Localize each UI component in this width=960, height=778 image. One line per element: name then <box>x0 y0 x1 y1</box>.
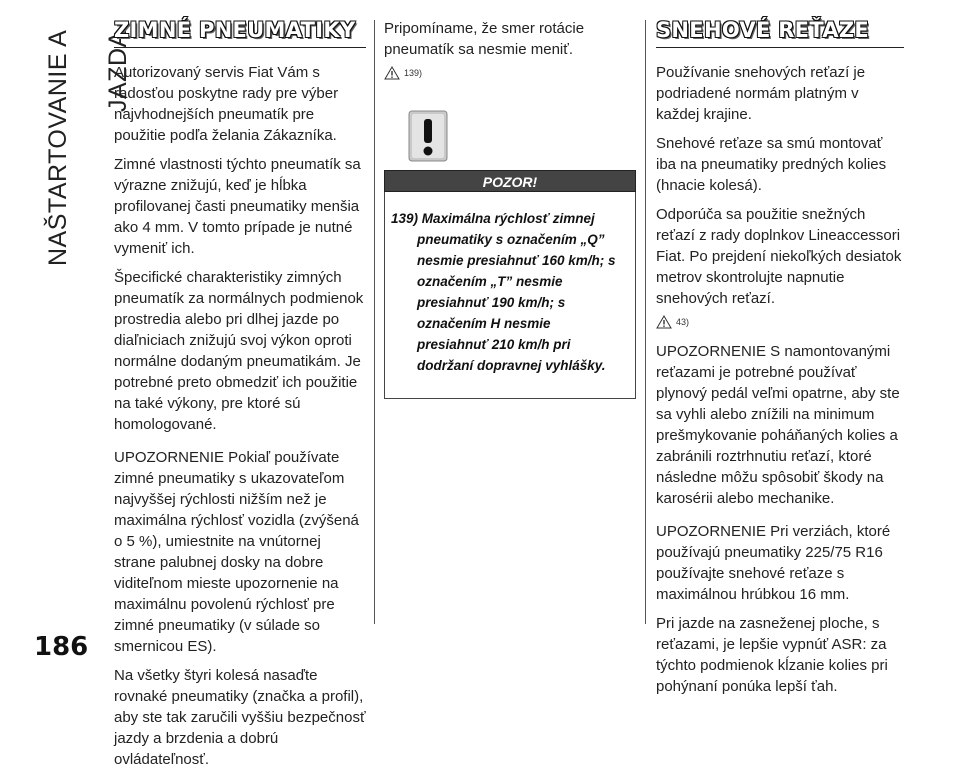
reference-number: 139) <box>404 67 423 78</box>
column-snow-chains <box>656 18 906 705</box>
warning-reference <box>384 64 636 82</box>
column-divider <box>645 20 646 624</box>
section-heading-winter-tyres: ZIMNÉ PNEUMATIKY <box>114 20 366 48</box>
warning-text: 139) Maximálna rýchlosť zimnej pneumatiky s označením „Q” nesmie presiahnuť 160 km/h; s označením „T” nesmie presiahnuť 190 km/h; s označením H nesmie presiahnuť 210 km/h pri dodržaní dopravnej vyhlášky. <box>391 211 616 373</box>
paragraph: Na všetky štyri kolesá nasaďte rovnaké pneumatiky (značka a profil), aby ste tak zaručili vyššiu bezpečnosť jazdy a brzdenia a dobrú ovládateľnosť. <box>114 667 366 768</box>
paragraph: Odporúča sa použitie snežných reťazí z rady doplnkov Lineaccessori Fiat. Po prejdení niekoľkých desiatok metrov skontrolujte napnutie snehových reťazí. <box>656 206 902 307</box>
warning-sign-icon <box>408 110 448 162</box>
warning-triangle-icon <box>384 66 400 80</box>
paragraph: Snehové reťaze sa smú montovať iba na pneumatiky predných kolies (hnacie kolesá). <box>656 135 887 194</box>
section-heading-snow-chains: SNEHOVÉ REŤAZE <box>656 20 904 48</box>
paragraph: Pripomíname, že smer rotácie pneumatík sa nesmie meniť. <box>384 20 585 58</box>
paragraph: Špecifické charakteristiky zimných pneumatík za normálnych podmienok prostredia alebo pri dlhej jazde po diaľniciach znižujú svoj výkon oproti normálne dodaným pneumatikám. Je potrebné preto obmedziť ich použitie na také výkony, pre ktoré sú homologované. <box>114 269 364 433</box>
notice-paragraph: UPOZORNENIE Pri verziách, ktoré používajú pneumatiky 225/75 R16 používajte snehové reťaze s maximálnou hrúbkou 16 mm. <box>656 523 891 603</box>
column-winter-tyres <box>114 18 366 778</box>
warning-label-bar: POZOR! <box>384 170 636 192</box>
paragraph: Zimné vlastnosti týchto pneumatík sa výrazne znižujú, keď je hĺbka profilovanej časti pneumatiky menšia ako 4 mm. V tomto prípade je nutné vymeniť ich. <box>114 156 361 257</box>
column-warning <box>384 18 636 399</box>
warning-reference <box>656 313 906 331</box>
reference-number: 43) <box>676 316 690 327</box>
paragraph: Pri jazde na zasneženej ploche, s reťazami, je lepšie vypnúť ASR: za týchto podmienok kĺzanie kolies pri pohýnaní ponúka lepší ťah. <box>656 615 888 695</box>
page-number: 186 <box>34 632 89 662</box>
paragraph: Používanie snehových reťazí je podriadené normám platným v každej krajine. <box>656 64 866 123</box>
notice-paragraph: UPOZORNENIE Pokiaľ používate zimné pneumatiky s ukazovateľom najvyššej rýchlosti nižším než je maximálna rýchlosť vozidla (zvýšená o 5 %), umiestnite na vnútornej strane palubnej dosky na dobre viditeľnom mieste upozornenie na maximálnu povolenú rýchlosť pre zimné pneumatiky (v súlade so smernicou ES). <box>114 449 359 655</box>
column-divider <box>374 20 375 624</box>
side-section-title: NAŠTARTOVANIE A JAZDA <box>44 30 132 267</box>
notice-paragraph: UPOZORNENIE S namontovanými reťazami je potrebné používať plynový pedál veľmi opatrne, aby ste sa vyhli alebo znížili na minimum prešmykovanie poháňaných kolies a zabránili roztrhnutiu reťazí, ktoré následne môžu spôsobiť škody na karosérii alebo mechanike. <box>656 343 900 507</box>
warning-box <box>384 192 636 399</box>
warning-triangle-icon <box>656 315 672 329</box>
paragraph: Autorizovaný servis Fiat Vám s radosťou poskytne rady pre výber najvhodnejších pneumatík pre použitie podľa želania Zákazníka. <box>114 64 339 144</box>
